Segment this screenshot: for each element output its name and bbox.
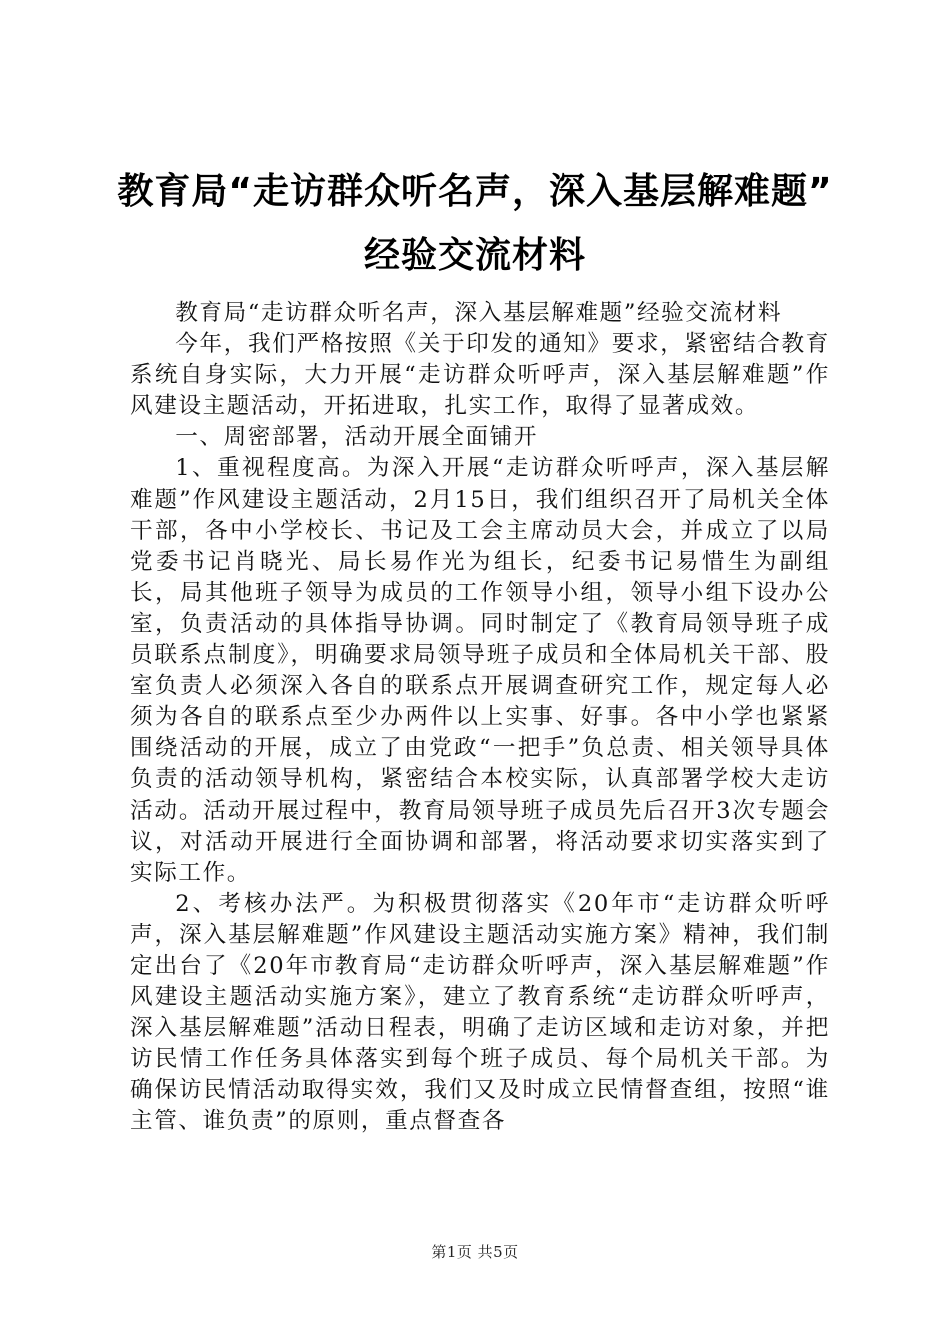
page-footer: 第1页 共5页 (431, 1243, 519, 1261)
paragraph-item-2: 2、考核办法严。为积极贯彻落实《20年市“走访群众听呼声，深入基层解难题”作风建设主题活动实施方案》精神，我们制定出台了《20年市教育局“走访群众听呼声，深入基层解难题”作风建设主题活动实施方案》，建立了教育系统“走访群众听呼声，深入基层解难题”活动日程表，明确了走访区域和走访对象，并把访民情工作任务具体落实到每个班子成员、每个局机关干部。为确保访民情活动取得实效，我们又及时成立民情督查组，按照“谁主管、谁负责”的原则，重点督查各 (130, 890, 830, 1135)
paragraph-intro: 今年，我们严格按照《关于印发的通知》要求，紧密结合教育系统自身实际，大力开展“走访群众听呼声，深入基层解难题”作风建设主题活动，开拓进取，扎实工作，取得了显著成效。 (130, 331, 830, 420)
paragraph-item-1: 1、重视程度高。为深入开展“走访群众听呼声，深入基层解难题”作风建设主题活动，2月15日，我们组织召开了局机关全体干部，各中小学校长、书记及工会主席动员大会，并成立了以局党委书记肖晓光、局长易作光为组长，纪委书记易惜生为副组长，局其他班子领导为成员的工作领导小组，领导小组下设办公室，负责活动的具体指导协调。同时制定了《教育局领导班子成员联系点制度》，明确要求局领导班子成员和全体局机关干部、股室负责人必须深入各自的联系点开展调查研究工作，规定每人必须为各自的联系点至少办两件以上实事、好事。各中小学也紧紧围绕活动的开展，成立了由党政“一把手”负总责、相关领导具体负责的活动领导机构，紧密结合本校实际，认真部署学校大走访活动。活动开展过程中，教育局领导班子成员先后召开3次专题会议，对活动开展进行全面协调和部署，将活动要求切实落实到了实际工作。 (130, 455, 830, 886)
section-heading-1: 一、周密部署，活动开展全面铺开 (175, 424, 539, 451)
document-title (0, 160, 950, 288)
title-line-2: 经验交流材料 (363, 235, 586, 276)
document-body (130, 298, 830, 1138)
title-line-1: 教育局“走访群众听名声，深入基层解难题” (117, 171, 833, 212)
paragraph-heading-repeat: 教育局“走访群众听名声，深入基层解难题”经验交流材料 (175, 300, 783, 326)
